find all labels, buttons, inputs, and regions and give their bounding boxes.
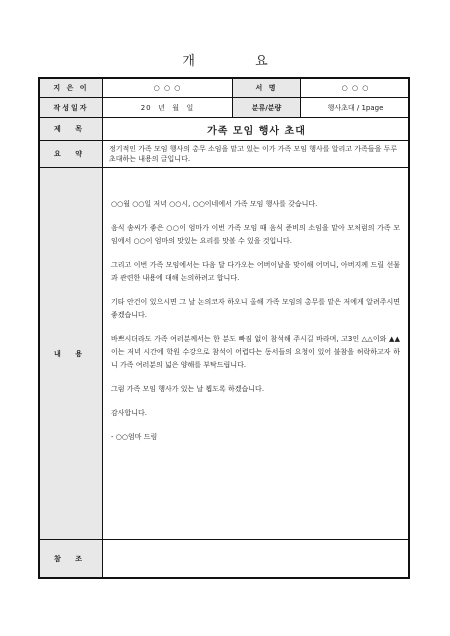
content-paragraph: 기타 안건이 있으시면 그 날 논의코자 하오니 올해 가족 모임의 총무를 맡은 저에게 알려주시면 좋겠습니다. [111, 298, 400, 319]
date-row [40, 98, 408, 118]
reference-label: 참 조 [40, 540, 102, 577]
content-paragraph: 음식 솜씨가 좋은 ○○이 엄마가 이번 가족 모임 때 음식 준비의 소임을 맡아 모처럼의 가족 모임에서 ○○이 엄마의 맛있는 요리를 맛볼 수 있을 것입니다. [111, 224, 400, 245]
document-title: 개 요 [182, 54, 296, 69]
summary-form [38, 77, 410, 579]
content-signoff: - ○○엄마 드림 [111, 433, 158, 441]
reference-row [40, 540, 408, 577]
content-paragraph: 감사합니다. [111, 409, 148, 417]
date-label: 작성일자 [40, 98, 102, 117]
content-row [40, 168, 408, 540]
content-paragraph: 그럼 가족 모임 행사가 있는 날 뵙도록 하겠습니다. [111, 385, 265, 393]
author-label: 지 은 이 [40, 79, 102, 97]
summary-row [40, 141, 408, 168]
content-label: 내 용 [40, 168, 102, 539]
signature-value: ○ ○ ○ [300, 79, 410, 97]
content-paragraph: 바쁘시더라도 가족 여러분께서는 한 분도 빠짐 없이 참석해 주시길 바라며, 고3인 △△이와 ▲▲이는 저녁 시간에 학원 수강으로 참석이 어렵다는 동서들의 요청이 있어 불참을 허락하고자 하니 가족 여러분의 넓은 양해를 부탁드립니다. [111, 335, 400, 369]
author-row [40, 79, 408, 98]
summary-label: 요 약 [40, 141, 102, 167]
content-body [102, 168, 410, 539]
category-label: 분류/분량 [232, 98, 300, 117]
author-value: ○ ○ ○ [102, 79, 232, 97]
subject-value: 가족 모임 행사 초대 [102, 118, 410, 140]
content-paragraph: 그리고 이번 가족 모임에서는 다음 달 다가오는 어버이날을 맞이해 어머니, 아버지께 드릴 선물과 관련한 내용에 대해 논의하려고 합니다. [111, 261, 400, 282]
summary-value: 정기적인 가족 모임 행사의 총무 소임을 맡고 있는 이가 가족 모임 행사를 알리고 가족들을 두루 초대하는 내용의 글입니다. [102, 141, 410, 167]
subject-label: 제 목 [40, 118, 102, 140]
date-value: 20 년 월 일 [102, 98, 232, 117]
subject-row [40, 118, 408, 141]
category-value: 행사초대 / 1page [300, 98, 410, 117]
signature-label: 서 명 [232, 79, 300, 97]
content-paragraph: ○○월 ○○일 저녁 ○○시, ○○이네에서 가족 모임 행사를 갖습니다. [111, 200, 318, 208]
reference-value [102, 540, 410, 577]
